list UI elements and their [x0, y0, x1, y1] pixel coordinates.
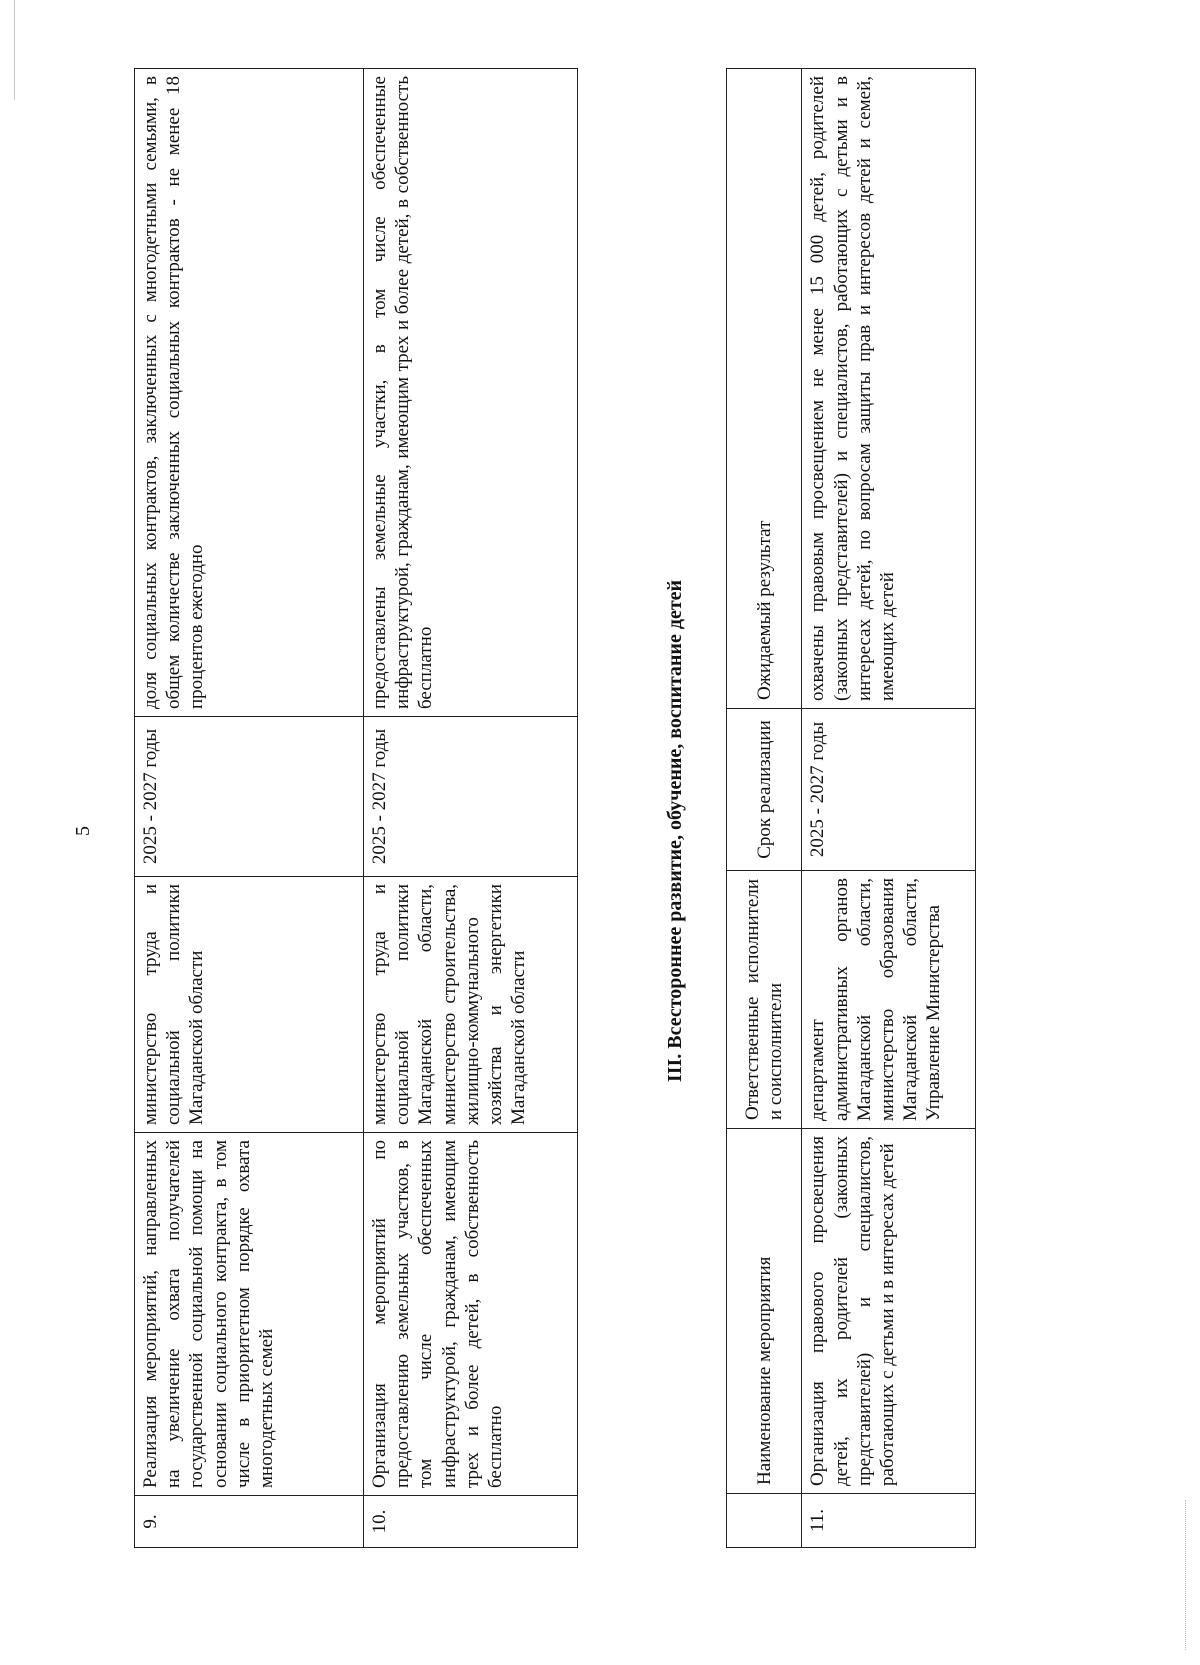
implementation-term: 2025 - 2027 годы	[364, 717, 578, 877]
header-measure-name: Наименование мероприятия	[727, 1129, 802, 1494]
header-responsible: Ответственные исполнители и соисполнители	[727, 871, 802, 1129]
expected-result: доля социальных контрактов, заключенных с многодетными семьями, в общем количестве заключенных социальных контрактов - не менее 18 процентов ежегодно	[135, 69, 364, 717]
row-number: 9.	[135, 1496, 364, 1548]
measures-table-section-3	[726, 68, 976, 1548]
rotated-page-content	[0, 36, 1160, 1626]
implementation-term: 2025 - 2027 годы	[135, 717, 364, 877]
row-number: 10.	[364, 1496, 578, 1548]
responsible-executors: министерство труда и социальной политики Магаданской области	[135, 877, 364, 1133]
expected-result: предоставлены земельные участки, в том числе обеспеченные инфраструктурой, гражданам, имеющим трех и более детей, в собственность бесплатно	[364, 69, 578, 717]
implementation-term: 2025 - 2027 годы	[802, 709, 976, 871]
expected-result: охвачены правовым просвещением не менее 15 000 детей, родителей (законных представителей) и специалистов, работающих с детьми и в интересах детей, по вопросам защиты прав и интересов детей и семей, имеющих детей	[802, 69, 976, 709]
header-number	[727, 1494, 802, 1548]
header-result: Ожидаемый результат	[727, 69, 802, 709]
responsible-executors: министерство труда и социальной политики Магаданской области, министерство строительства, жилищно-коммунального хозяйства и энергетики Магаданской области	[364, 877, 578, 1133]
table-row	[364, 69, 578, 1548]
header-term: Срок реализации	[727, 709, 802, 871]
measure-name: Реализация мероприятий, направленных на увеличение охвата получателей государственной социальной помощи на основании социального контракта, в том числе в приоритетном порядке охвата многодетных семей	[135, 1133, 364, 1496]
section-title: III. Всестороннее развитие, обучение, воспитание детей	[664, 579, 686, 1083]
measures-table-continued	[134, 68, 578, 1548]
table-header-row	[727, 69, 802, 1548]
measure-name: Организация правового просвещения детей, их родителей (законных представителей) и специалистов, работающих с детьми и в интересах детей	[802, 1129, 976, 1494]
measure-name: Организация мероприятий по предоставлению земельных участков, в том числе обеспеченных инфраструктурой, гражданам, имеющим трех и более детей, в собственность бесплатно	[364, 1133, 578, 1496]
table-row	[802, 69, 976, 1548]
table-row	[135, 69, 364, 1548]
responsible-executors: департамент административных органов Магаданской области, министерство образования Магаданской области, Управление Министерства	[802, 871, 976, 1129]
row-number: 11.	[802, 1494, 976, 1548]
page-number: 5	[72, 826, 94, 836]
scan-margin-marks	[1185, 1500, 1192, 1650]
